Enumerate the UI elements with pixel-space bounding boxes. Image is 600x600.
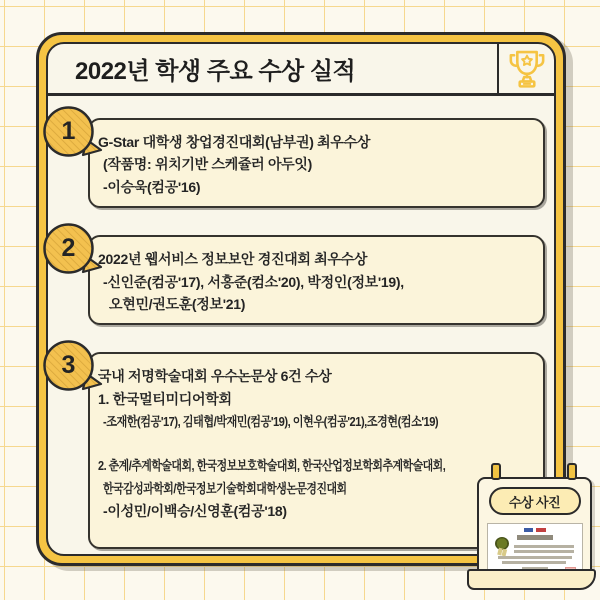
award-row-1: [61, 117, 545, 208]
page-title: 2022년 학생 주요 수상 실적: [75, 58, 356, 85]
certificate-logo-icon: [524, 528, 546, 532]
award-row-2: [61, 234, 545, 325]
header-title-cell: [48, 44, 497, 93]
card-header: [48, 44, 554, 96]
award-line: 2022년 웹서비스 정보보안 경진대회 최우수상: [98, 251, 368, 268]
award-number-badge-1: [42, 105, 104, 163]
pin-icon-right: [567, 463, 577, 480]
photo-note-label: 수상 사진: [508, 494, 561, 510]
award-line: -조재한(컴공'17), 김태협/박재민(컴공'19), 이현우(컴공'21),조경현(컴소'19): [103, 414, 439, 430]
award-line: 1. 한국멀티미디어학회: [98, 390, 232, 407]
award-line: -신인준(컴공'17), 서홍준(컴소'20), 박정인(정보'19),: [103, 273, 404, 290]
award-box-2: [88, 235, 545, 325]
header-trophy-cell: [497, 44, 554, 93]
photo-note: [476, 463, 593, 594]
award-line: 한국감성과학회/한국정보기술학회대학생논문경진대회: [103, 480, 347, 496]
award-line: -이성민/이백승/신영훈(컴공'18): [103, 502, 287, 519]
badge-number: 1: [61, 117, 76, 145]
badge-number: 2: [61, 234, 76, 263]
award-line: 국내 저명학술대회 우수논문상 6건 수상: [98, 368, 332, 385]
award-line: -이승욱(컴공'16): [103, 178, 201, 195]
photo-note-label-pill: [489, 487, 581, 515]
award-line: 2. 춘계/추계학술대회, 한국정보보호학술대회, 한국산업정보학회추계학술대회,: [98, 457, 446, 473]
pin-icon-left: [491, 463, 501, 480]
award-line: G-Star 대학생 창업경진대회(남부권) 최우수상: [98, 134, 371, 150]
trophy-icon: [507, 48, 547, 90]
award-box-1: [88, 118, 545, 208]
award-number-badge-2: [42, 222, 104, 280]
rosette-ribbon-icon: [495, 537, 509, 550]
badge-number: 3: [61, 351, 76, 380]
award-line: 오현민/권도훈(정보'21): [109, 295, 246, 312]
certificate-title-line: [517, 535, 553, 540]
award-number-badge-3: [42, 339, 104, 397]
note-curl: [467, 569, 596, 590]
award-line: (작품명: 위치기반 스케쥴러 아두잇): [103, 156, 312, 173]
photo-note-body: [477, 477, 592, 578]
